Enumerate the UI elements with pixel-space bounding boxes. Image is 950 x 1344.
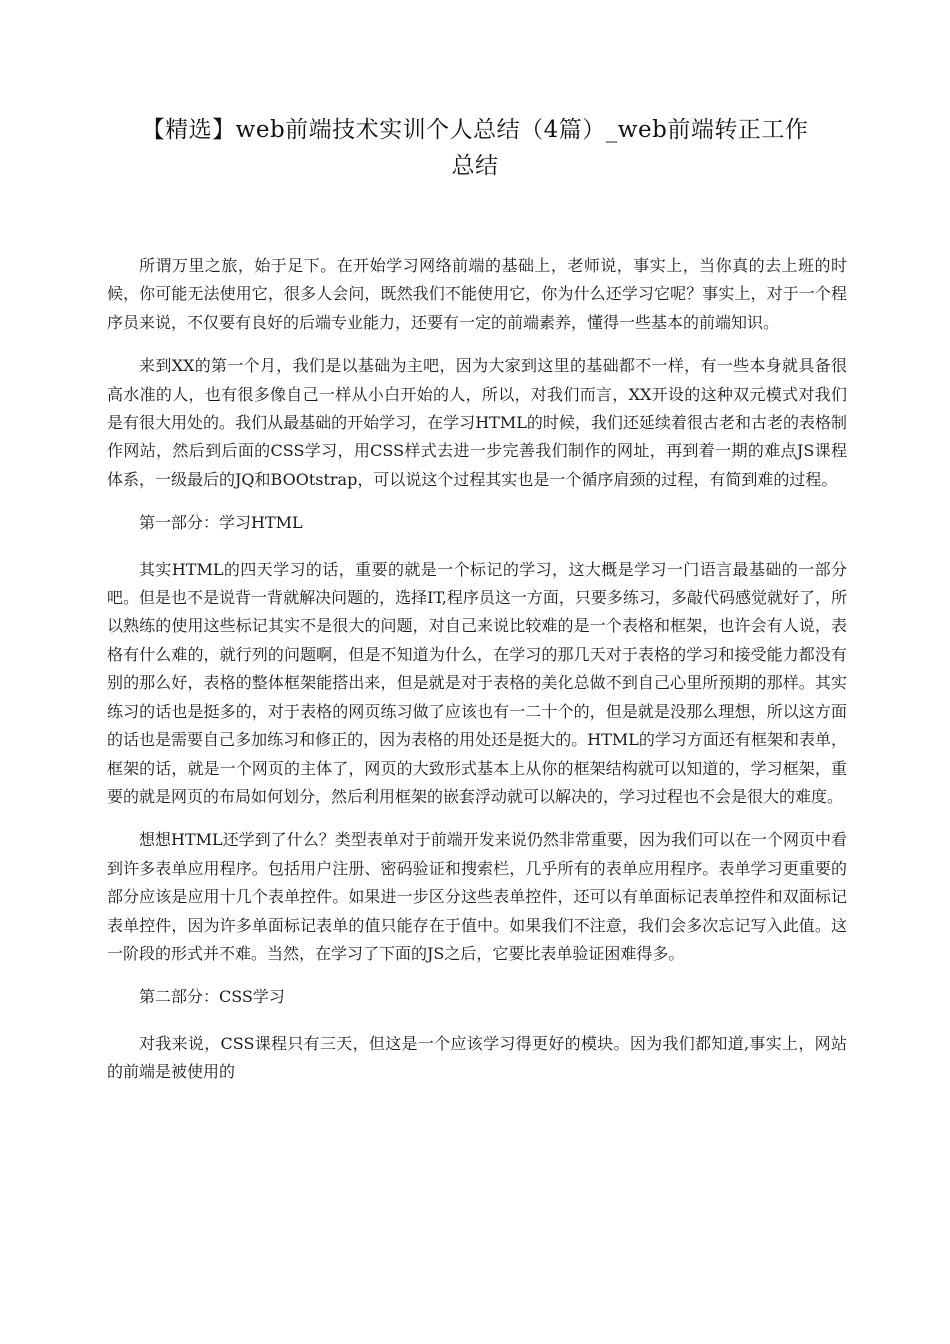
section-heading-html: 第一部分：学习HTML bbox=[139, 513, 303, 533]
document-title bbox=[100, 112, 850, 184]
paragraph-css-learning: 对我来说，CSS课程只有三天，但这是一个应该学习得更好的模块。因为我们都知道,事实上，网站的前端是被使用的 bbox=[107, 1033, 847, 1082]
section-heading-css: 第二部分：CSS学习 bbox=[139, 987, 285, 1007]
paragraph-first-month: 来到XX的第一个月，我们是以基础为主吧，因为大家到这里的基础都不一样，有一些本身就具备很高水准的人，也有很多像自己一样从小白开始的人，所以，对我们而言，XX开设的这种双元模式对我们是有很大用处的。我们从最基础的开始学习，在学习HTML的时候，我们还延续着很古老和古老的表格制作网站，然后到后面的CSS学习，用CSS样式去进一步完善我们制作的网址，再到着一期的难点JS课程体系，一级最后的JQ和BOOtstrap，可以说这个过程其实也是一个循序肩颈的过程，有简到难的过程。 bbox=[107, 356, 847, 489]
document-title-line-1: 【精选】web前端技术实训个人总结（4篇）_web前端转正工作 bbox=[141, 117, 809, 143]
document-title-line-2: 总结 bbox=[451, 153, 499, 179]
paragraph-html-forms: 想想HTML还学到了什么？类型表单对于前端开发来说仍然非常重要，因为我们可以在一个网页中看到许多表单应用程序。包括用户注册、密码验证和搜索栏，几乎所有的表单应用程序。表单学习更重要的部分应该是应用十几个表单控件。如果进一步区分这些表单控件，还可以有单面标记表单控件和双面标记表单控件，因为许多单面标记表单的值只能存在于值中。如果我们不注意，我们会多次忘记写入此值。这一阶段的形式并不难。当然，在学习了下面的JS之后，它要比表单验证困难得多。 bbox=[107, 830, 847, 963]
document-body bbox=[107, 252, 847, 1102]
paragraph-html-learning: 其实HTML的四天学习的话，重要的就是一个标记的学习，这大概是学习一门语言最基础的一部分吧。但是也不是说背一背就解决问题的，选择IT,程序员这一方面，只要多练习，多敲代码感觉就好了，所以熟练的使用这些标记其实不是很大的问题，对自己来说比较难的是一个表格和框架，也许会有人说，表格有什么难的，就行列的问题啊，但是不知道为什么，在学习的那几天对于表格的学习和接受能力都没有别的那么好，表格的整体框架能搭出来，但是就是对于表格的美化总做不到自己心里所预期的那样。其实练习的话也是挺多的，对于表格的网页练习做了应该也有一二十个的，但是就是没那么理想，所以这方面的话也是需要自己多加练习和修正的，因为表格的用处还是挺大的。HTML的学习方面还有框架和表单，框架的话，就是一个网页的主体了，网页的大致形式基本上从你的框架结构就可以知道的，学习框架，重要的就是网页的布局如何划分，然后利用框架的嵌套浮动就可以解决的，学习过程也不会是很大的难度。 bbox=[107, 559, 847, 806]
paragraph-intro: 所谓万里之旅，始于足下。在开始学习网络前端的基础上，老师说，事实上，当你真的去上班的时候，你可能无法使用它，很多人会问，既然我们不能使用它，你为什么还学习它呢？事实上，对于一个程序员来说，不仅要有良好的后端专业能力，还要有一定的前端素养，懂得一些基本的前端知识。 bbox=[107, 256, 847, 332]
